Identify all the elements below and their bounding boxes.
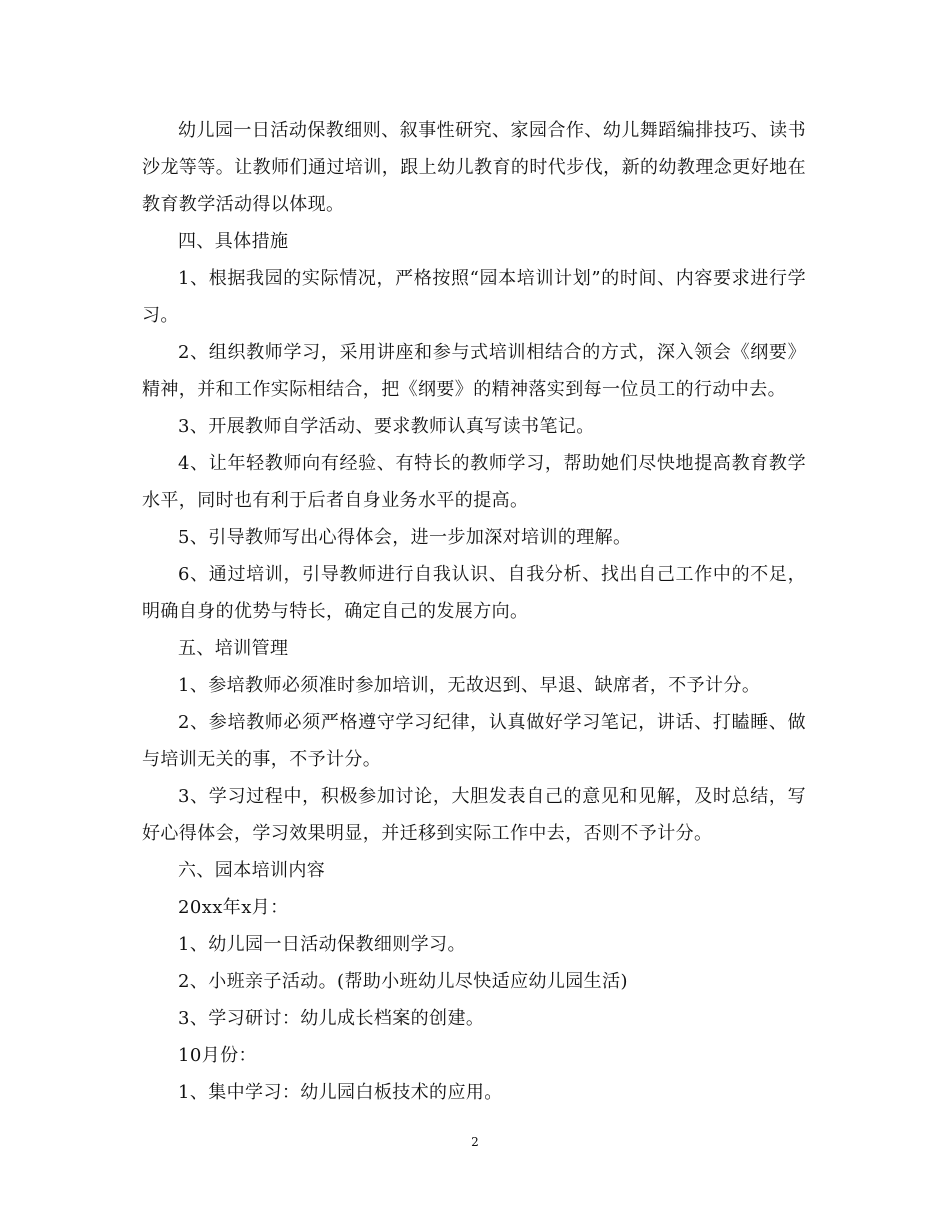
- month-heading-1: 20xx年x月：: [178, 897, 289, 918]
- paragraph-measure-2: 2、组织教师学习，采用讲座和参与式培训相结合的方式，深入领会《纲要》精神，并和工作实际相结合，把《纲要》的精神落实到每一位员工的行动中去。: [142, 342, 806, 400]
- paragraph-content-2: 2、小班亲子活动。(帮助小班幼儿尽快适应幼儿园生活): [178, 971, 628, 992]
- document-body: [142, 112, 806, 1111]
- section-heading-content: 六、园本培训内容: [178, 860, 326, 881]
- paragraph-management-1: 1、参培教师必须准时参加培训，无故迟到、早退、缺席者，不予计分。: [178, 675, 761, 696]
- paragraph-training-topics: 幼儿园一日活动保教细则、叙事性研究、家园合作、幼儿舞蹈编排技巧、读书沙龙等等。让教师们通过培训，跟上幼儿教育的时代步伐，新的幼教理念更好地在教育教学活动得以体现。: [142, 120, 806, 215]
- paragraph-measure-4: 4、让年轻教师向有经验、有特长的教师学习，帮助她们尽快地提高教育教学水平，同时也有利于后者自身业务水平的提高。: [142, 453, 806, 511]
- paragraph-measure-1: 1、根据我园的实际情况，严格按照“园本培训计划”的时间、内容要求进行学习。: [142, 268, 806, 326]
- paragraph-management-3: 3、学习过程中，积极参加讨论，大胆发表自己的意见和见解，及时总结，写好心得体会，学习效果明显，并迁移到实际工作中去，否则不予计分。: [142, 786, 806, 844]
- section-heading-management: 五、培训管理: [178, 638, 289, 659]
- paragraph-content-3: 3、学习研讨：幼儿成长档案的创建。: [178, 1008, 485, 1029]
- section-heading-measures: 四、具体措施: [178, 231, 289, 252]
- paragraph-measure-6: 6、通过培训，引导教师进行自我认识、自我分析、找出自己工作中的不足，明确自身的优势与特长，确定自己的发展方向。: [142, 564, 806, 622]
- month-heading-2: 10月份：: [178, 1045, 257, 1066]
- page-number: 2: [471, 1135, 479, 1149]
- paragraph-content-1: 1、幼儿园一日活动保教细则学习。: [178, 934, 466, 955]
- paragraph-content-4: 1、集中学习：幼儿园白板技术的应用。: [178, 1082, 503, 1103]
- paragraph-measure-3: 3、开展教师自学活动、要求教师认真写读书笔记。: [178, 416, 595, 437]
- paragraph-management-2: 2、参培教师必须严格遵守学习纪律，认真做好学习笔记，讲话、打瞌睡、做与培训无关的事，不予计分。: [142, 712, 806, 770]
- paragraph-measure-5: 5、引导教师写出心得体会，进一步加深对培训的理解。: [178, 527, 632, 548]
